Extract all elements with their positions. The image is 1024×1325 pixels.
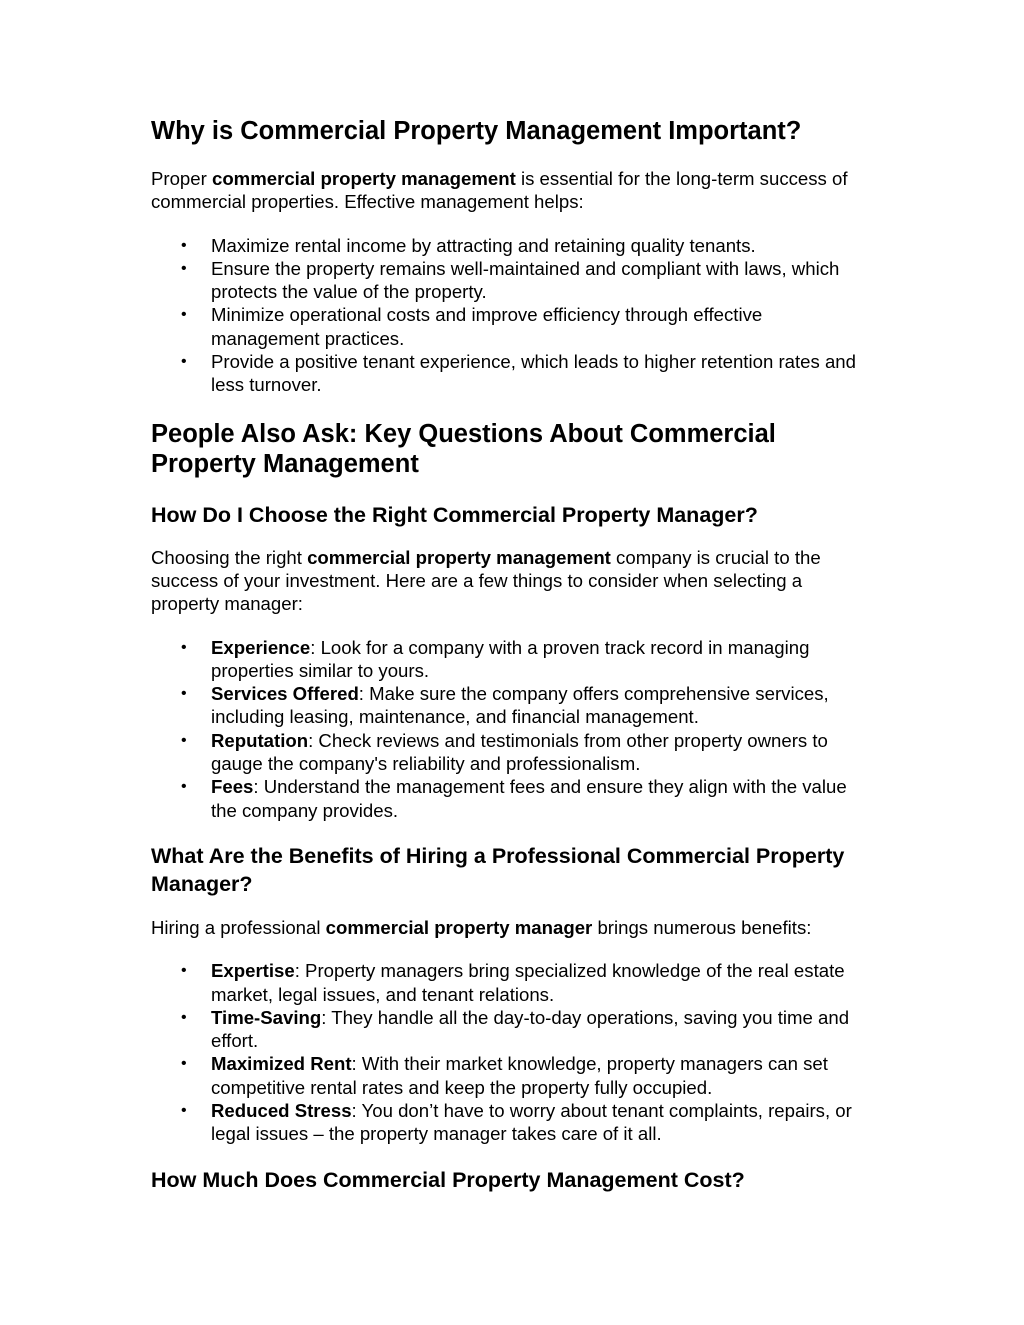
list-choose-criteria — [151, 636, 875, 822]
list-item-text: : They handle all the day-to-day operations, saving you time and effort. — [211, 1006, 850, 1052]
list-hiring-benefits — [151, 959, 875, 1145]
heading-people-also-ask: People Also Ask: Key Questions About Commercial Property Management — [151, 419, 776, 478]
heading-management-cost: How Much Does Commercial Property Management Cost? — [151, 1167, 745, 1192]
list-item: • Maximize rental income by attracting and retaining quality tenants. — [151, 234, 875, 257]
list-item-text: : Make sure the company offers comprehensive services, including leasing, maintenance, and financial management. — [211, 683, 829, 728]
list-item-term: Time-Saving — [211, 1006, 322, 1028]
list-item-term: Expertise — [211, 960, 295, 982]
heading-choose-manager: How Do I Choose the Right Commercial Property Manager? — [151, 502, 758, 527]
paragraph-choose-intro — [151, 546, 875, 616]
list-item — [151, 729, 875, 776]
list-item-text: : Look for a company with a proven track record in managing properties similar to yours. — [211, 636, 810, 681]
paragraph-why-intro — [151, 167, 875, 214]
list-item: • Ensure the property remains well-maintained and compliant with laws, which protects the value of the property. — [151, 257, 875, 304]
text-segment: is essential for the long-term success of commercial properties. Effective management helps: — [151, 168, 848, 213]
list-item-term: Experience — [211, 636, 311, 658]
text-segment: Choosing the right — [151, 546, 308, 568]
list-item-text: : Check reviews and testimonials from other property owners to gauge the company's reliability and professionalism. — [211, 729, 828, 775]
list-item-term: Maximized Rent — [211, 1053, 352, 1075]
list-item-text: : You don’t have to worry about tenant complaints, repairs, or legal issues – the property manager takes care of it all. — [211, 1100, 852, 1145]
text-segment: Proper — [151, 168, 212, 189]
list-item-text: : Property managers bring specialized knowledge of the real estate market, legal issues, and tenant relations. — [211, 960, 845, 1005]
text-segment: Hiring a professional — [151, 916, 326, 938]
list-item: • Minimize operational costs and improve efficiency through effective management practices. — [151, 303, 875, 350]
document-page — [151, 116, 875, 1194]
list-item — [151, 1006, 875, 1053]
list-why-benefits — [151, 234, 875, 397]
paragraph-benefits-intro — [151, 916, 875, 939]
list-item-term: Services Offered — [211, 683, 359, 705]
list-item-text: : With their market knowledge, property managers can set competitive rental rates and keep the property fully occupied. — [211, 1053, 828, 1098]
list-item-text: : Understand the management fees and ensure they align with the value the company provides. — [211, 776, 847, 821]
list-item — [151, 1052, 875, 1099]
heading-why-important: Why is Commercial Property Management Important? — [151, 117, 802, 145]
list-item — [151, 636, 875, 683]
bold-keyword: commercial property management — [211, 168, 516, 189]
list-item — [151, 682, 875, 729]
list-item: • Provide a positive tenant experience, which leads to higher retention rates and less turnover. — [151, 350, 875, 397]
list-item — [151, 1099, 875, 1146]
text-segment: company is crucial to the success of your investment. Here are a few things to consider when selecting a property manager: — [151, 546, 821, 615]
bold-keyword: commercial property management — [307, 546, 611, 568]
text-segment: brings numerous benefits: — [592, 916, 812, 938]
list-item — [151, 775, 875, 822]
list-item-term: Reduced Stress — [211, 1100, 352, 1122]
heading-benefits-of-hiring: What Are the Benefits of Hiring a Professional Commercial Property Manager? — [151, 843, 845, 896]
list-item — [151, 959, 875, 1006]
list-item-term: Reputation — [211, 729, 309, 751]
list-item-term: Fees — [211, 776, 254, 798]
bold-keyword: commercial property manager — [325, 916, 593, 938]
